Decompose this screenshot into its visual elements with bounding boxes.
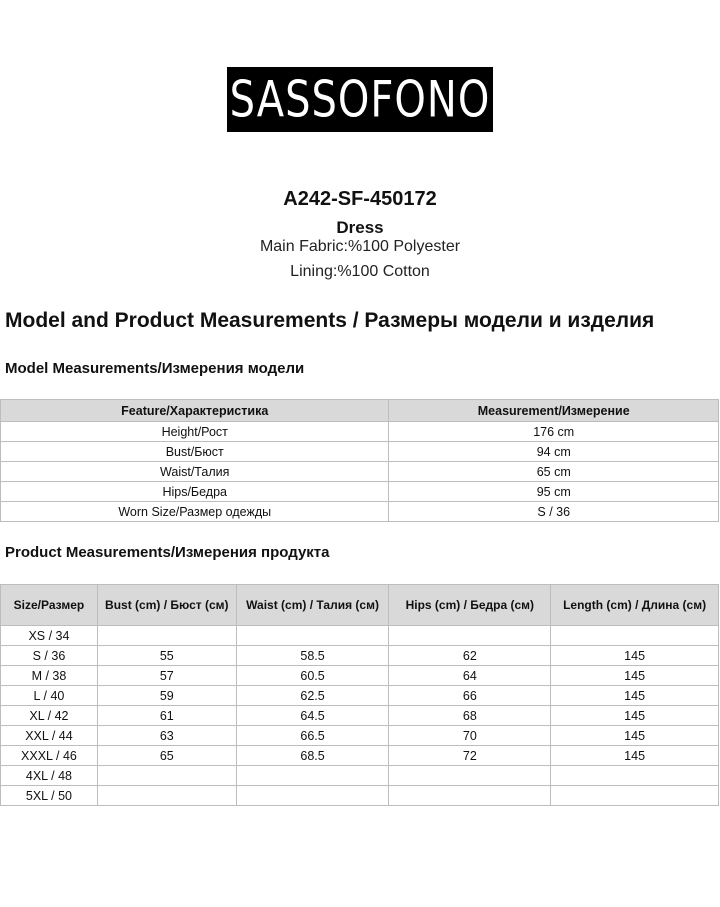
measurement-cell <box>389 626 551 646</box>
column-header: Bust (cm) / Бюст (см) <box>97 585 236 626</box>
table-row <box>1 686 719 706</box>
measurement-cell <box>551 786 719 806</box>
size-cell: 4XL / 48 <box>1 766 98 786</box>
page-title: Model and Product Measurements / Размеры модели и изделия <box>5 309 655 332</box>
measurement-cell <box>236 766 389 786</box>
table-cell: 95 cm <box>389 482 719 502</box>
measurement-cell: 145 <box>551 726 719 746</box>
table-cell: Waist/Талия <box>1 462 389 482</box>
model-section-title: Model Measurements/Измерения модели <box>5 360 305 377</box>
measurement-cell: 60.5 <box>236 666 389 686</box>
measurement-cell <box>389 766 551 786</box>
measurement-cell: 68 <box>389 706 551 726</box>
column-header: Length (cm) / Длина (см) <box>551 585 719 626</box>
measurement-cell: 65 <box>97 746 236 766</box>
table-cell: 65 cm <box>389 462 719 482</box>
measurement-cell: 58.5 <box>236 646 389 666</box>
measurement-cell <box>97 786 236 806</box>
table-row <box>1 666 719 686</box>
table-row <box>1 482 719 502</box>
measurement-cell <box>236 786 389 806</box>
table-cell: S / 36 <box>389 502 719 522</box>
product-section-title: Product Measurements/Измерения продукта <box>5 544 330 561</box>
table-cell: 176 cm <box>389 422 719 442</box>
measurement-cell: 145 <box>551 686 719 706</box>
table-row <box>1 746 719 766</box>
table-row <box>1 766 719 786</box>
product-type: Dress <box>336 218 384 237</box>
brand-name: SASSOFONO <box>229 70 491 129</box>
size-cell: XL / 42 <box>1 706 98 726</box>
measurement-cell: 72 <box>389 746 551 766</box>
table-row <box>1 462 719 482</box>
measurement-cell: 61 <box>97 706 236 726</box>
measurement-cell: 145 <box>551 666 719 686</box>
column-header: Feature/Характеристика <box>1 400 389 422</box>
column-header: Measurement/Измерение <box>389 400 719 422</box>
measurement-cell: 55 <box>97 646 236 666</box>
measurement-cell: 66 <box>389 686 551 706</box>
measurement-cell <box>389 786 551 806</box>
size-cell: S / 36 <box>1 646 98 666</box>
measurement-cell: 145 <box>551 646 719 666</box>
product-code: A242-SF-450172 <box>283 188 437 210</box>
measurement-cell <box>551 626 719 646</box>
measurement-cell: 70 <box>389 726 551 746</box>
table-header-row <box>1 400 719 422</box>
size-cell: XXXL / 46 <box>1 746 98 766</box>
measurement-cell: 62 <box>389 646 551 666</box>
table-row <box>1 626 719 646</box>
column-header: Size/Размер <box>1 585 98 626</box>
table-cell: Height/Рост <box>1 422 389 442</box>
product-measurements-table <box>0 584 719 806</box>
measurement-cell: 64.5 <box>236 706 389 726</box>
table-cell: 94 cm <box>389 442 719 462</box>
measurement-cell <box>97 766 236 786</box>
table-row <box>1 706 719 726</box>
table-row <box>1 442 719 462</box>
table-row <box>1 786 719 806</box>
table-cell: Worn Size/Размер одежды <box>1 502 389 522</box>
measurement-cell: 64 <box>389 666 551 686</box>
table-cell: Bust/Бюст <box>1 442 389 462</box>
measurement-cell: 63 <box>97 726 236 746</box>
table-row <box>1 646 719 666</box>
size-cell: XXL / 44 <box>1 726 98 746</box>
measurement-cell: 66.5 <box>236 726 389 746</box>
size-cell: XS / 34 <box>1 626 98 646</box>
measurement-cell: 145 <box>551 706 719 726</box>
measurement-cell <box>97 626 236 646</box>
table-header-row <box>1 585 719 626</box>
size-cell: M / 38 <box>1 666 98 686</box>
measurement-cell: 59 <box>97 686 236 706</box>
table-row <box>1 502 719 522</box>
model-measurements-table <box>0 399 719 522</box>
table-cell: Hips/Бедра <box>1 482 389 502</box>
size-cell: 5XL / 50 <box>1 786 98 806</box>
table-row <box>1 422 719 442</box>
measurement-cell: 68.5 <box>236 746 389 766</box>
column-header: Waist (cm) / Талия (см) <box>236 585 389 626</box>
main-fabric: Main Fabric:%100 Polyester <box>259 238 461 255</box>
column-header: Hips (cm) / Бедра (см) <box>389 585 551 626</box>
measurement-cell <box>236 626 389 646</box>
measurement-cell: 145 <box>551 746 719 766</box>
table-row <box>1 726 719 746</box>
measurement-cell: 62.5 <box>236 686 389 706</box>
measurement-cell: 57 <box>97 666 236 686</box>
brand-logo <box>227 67 493 132</box>
lining-fabric: Lining:%100 Cotton <box>290 263 430 280</box>
measurement-cell <box>551 766 719 786</box>
size-cell: L / 40 <box>1 686 98 706</box>
